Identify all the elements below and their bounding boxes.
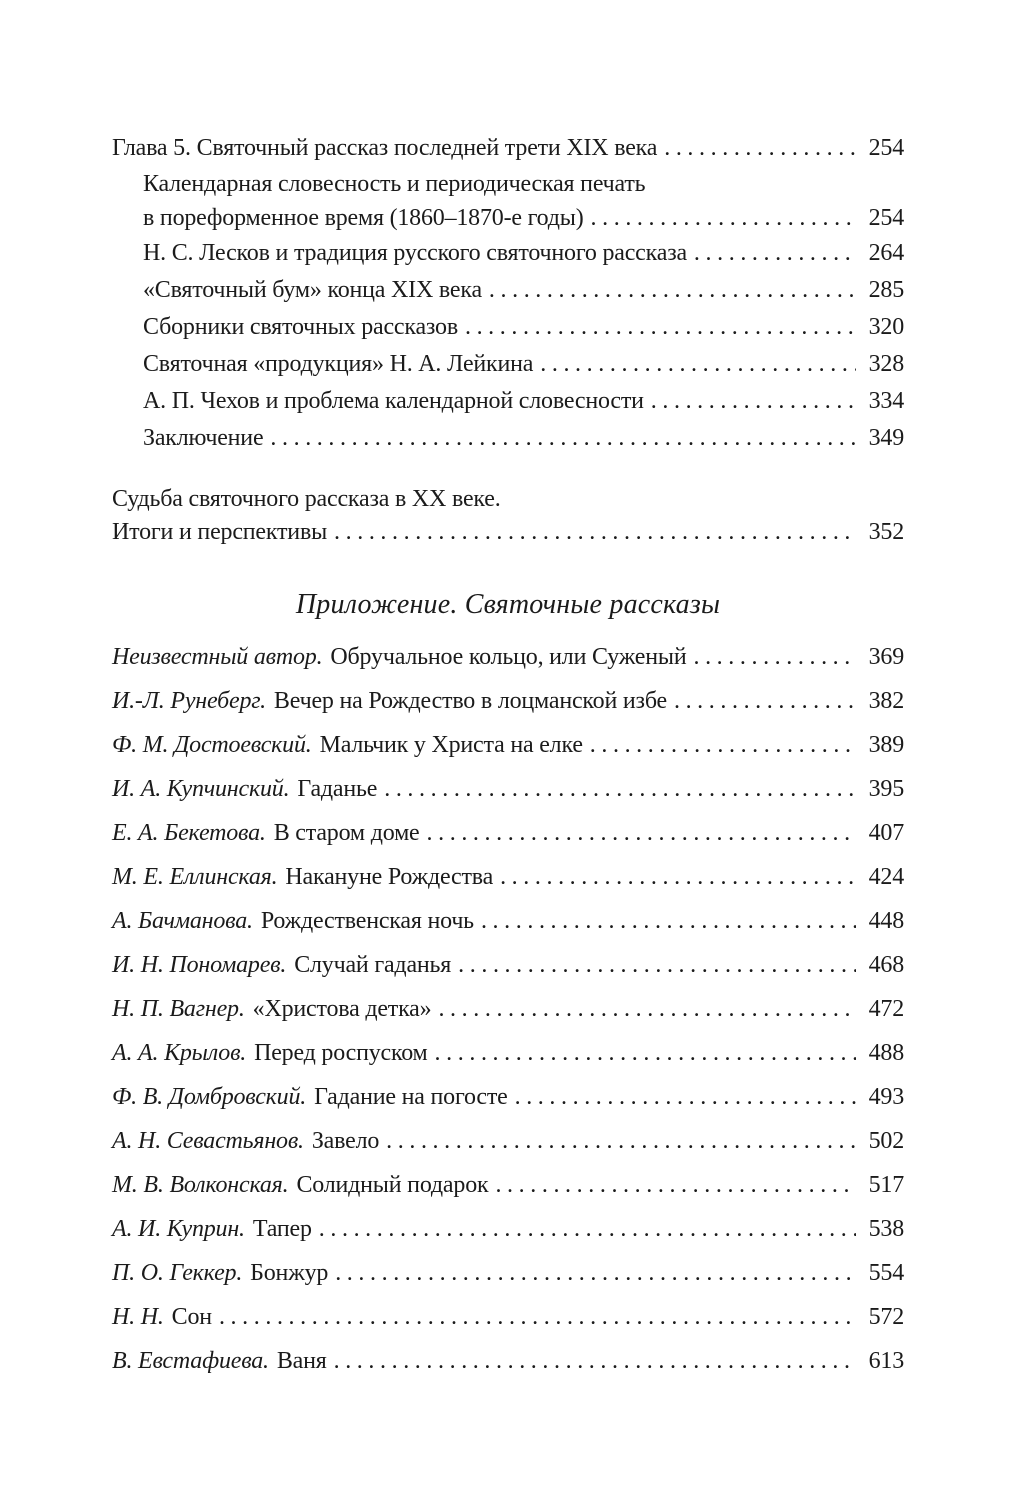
entry-title: «Христова детка» [252, 996, 432, 1022]
appendix-heading: Приложение. Святочные рассказы [295, 589, 721, 620]
chapter-title: Глава 5. Святочный рассказ последней трети XIX века [112, 135, 658, 161]
appendix-entry [112, 1251, 904, 1295]
dot-leader [500, 855, 856, 899]
appendix-entry [112, 635, 904, 679]
dot-leader [438, 987, 856, 1031]
epilogue-line1: Судьба святочного рассказа в XX веке. [112, 486, 501, 512]
dot-leader [495, 1163, 856, 1207]
entry-author: И.-Л. Рунеберг. [112, 688, 266, 714]
toc-subentry [112, 201, 904, 235]
appendix-entry [112, 767, 904, 811]
entry-author: Е. А. Бекетова. [112, 820, 266, 846]
page-number: 264 [868, 240, 904, 266]
entry-title: Вечер на Рождество в лоцманской избе [273, 688, 667, 714]
page-number: 517 [868, 1172, 904, 1198]
page-number: 407 [868, 820, 904, 846]
dot-leader [427, 811, 856, 855]
dot-leader [481, 899, 856, 943]
entry-author: А. Н. Севастьянов. [112, 1128, 304, 1154]
toc-subentry [112, 383, 904, 420]
entry-author: А. И. Куприн. [112, 1216, 245, 1242]
page-number: 554 [868, 1260, 904, 1286]
entry-author: А. А. Крылов. [112, 1040, 247, 1066]
dot-leader [664, 130, 856, 167]
appendix-entry [112, 1339, 904, 1383]
entry-title: Перед роспуском [254, 1040, 428, 1066]
page-number: 572 [868, 1304, 904, 1330]
dot-leader [590, 723, 856, 767]
page-number: 613 [868, 1348, 904, 1374]
entry-title: Обручальное кольцо, или Суженый [330, 644, 687, 670]
appendix-entry [112, 1075, 904, 1119]
entry-title: Гадание на погосте [314, 1084, 508, 1110]
toc-page [112, 0, 904, 1383]
dot-leader [334, 1339, 856, 1383]
page-number: 320 [868, 314, 904, 340]
appendix-entry [112, 1207, 904, 1251]
page-number: 488 [868, 1040, 904, 1066]
toc-subentry [112, 346, 904, 383]
appendix-entry [112, 943, 904, 987]
toc-subentry-title: Н. С. Лесков и традиция русского святочного рассказа [143, 240, 687, 266]
appendix-entry [112, 679, 904, 723]
page-number: 424 [868, 864, 904, 890]
appendix-entry [112, 1031, 904, 1075]
dot-leader [489, 272, 856, 309]
entry-author: В. Евстафиева. [112, 1348, 269, 1374]
entry-author: А. Бачманова. [112, 908, 253, 934]
page-number: 538 [868, 1216, 904, 1242]
dot-leader [693, 635, 856, 679]
epilogue-line2: Итоги и перспективы [112, 519, 328, 545]
entry-title: Накануне Рождества [285, 864, 494, 890]
entry-author: И. А. Купчинский. [112, 776, 290, 802]
toc-subentry-title: Заключение [143, 425, 264, 451]
toc-subentry-title: А. П. Чехов и проблема календарной словесности [143, 388, 644, 414]
entry-author: Ф. В. Домбровский. [112, 1084, 307, 1110]
dot-leader [674, 679, 856, 723]
epilogue-entry [112, 516, 904, 549]
toc-subentry [112, 235, 904, 272]
dot-leader [435, 1031, 856, 1075]
appendix-entry [112, 855, 904, 899]
page-number: 285 [868, 277, 904, 303]
appendix-entry [112, 723, 904, 767]
page-number: 502 [868, 1128, 904, 1154]
dot-leader [515, 1075, 856, 1119]
entry-title: Случай гаданья [294, 952, 452, 978]
page-number: 369 [868, 644, 904, 670]
entry-author: Н. Н. [112, 1304, 164, 1330]
toc-subentry-line1: Календарная словесность и периодическая печать [143, 171, 646, 197]
page-number: 448 [868, 908, 904, 934]
entry-author: Неизвестный автор. [112, 644, 323, 670]
dot-leader [458, 943, 856, 987]
page-number: 352 [868, 519, 904, 545]
page-number: 254 [868, 205, 904, 231]
dot-leader [334, 516, 856, 549]
dot-leader [319, 1207, 856, 1251]
entry-title: Ваня [276, 1348, 327, 1374]
dot-leader [386, 1119, 856, 1163]
dot-leader [651, 383, 856, 420]
dot-leader [465, 309, 856, 346]
toc-subentry [112, 420, 904, 457]
entry-title: Гаданье [297, 776, 378, 802]
dot-leader [270, 420, 856, 457]
entry-title: Сон [171, 1304, 212, 1330]
toc-subentry [112, 309, 904, 346]
entry-title: Завело [311, 1128, 380, 1154]
page-number: 389 [868, 732, 904, 758]
toc-subentry-line2: в пореформенное время (1860–1870-е годы) [143, 205, 584, 231]
appendix-entry [112, 1295, 904, 1339]
entry-title: Рождественская ночь [260, 908, 474, 934]
page-number: 254 [868, 135, 904, 161]
entry-author: П. О. Геккер. [112, 1260, 243, 1286]
entry-title: В старом доме [273, 820, 420, 846]
appendix-entry [112, 1163, 904, 1207]
page-number: 493 [868, 1084, 904, 1110]
dot-leader [335, 1251, 856, 1295]
entry-title: Мальчик у Христа на елке [319, 732, 583, 758]
chapter-5-block [112, 130, 904, 457]
entry-author: М. Е. Еллинская. [112, 864, 278, 890]
entry-author: М. В. Волконская. [112, 1172, 289, 1198]
entry-title: Солидный подарок [296, 1172, 489, 1198]
toc-subentry-title: «Святочный бум» конца XIX века [143, 277, 482, 303]
dot-leader [694, 235, 856, 272]
toc-chapter-row [112, 130, 904, 167]
entry-author: Н. П. Вагнер. [112, 996, 245, 1022]
toc-subentry [112, 272, 904, 309]
page-number: 382 [868, 688, 904, 714]
appendix-entry [112, 899, 904, 943]
entry-title: Бонжур [250, 1260, 329, 1286]
page-number: 472 [868, 996, 904, 1022]
appendix-entry [112, 811, 904, 855]
appendix-list [112, 635, 904, 1383]
dot-leader [591, 201, 856, 235]
toc-subentry-title: Сборники святочных рассказов [143, 314, 458, 340]
page-number: 334 [868, 388, 904, 414]
entry-title: Тапер [252, 1216, 312, 1242]
dot-leader [219, 1295, 856, 1339]
appendix-entry [112, 987, 904, 1031]
entry-author: И. Н. Пономарев. [112, 952, 287, 978]
page-number: 328 [868, 351, 904, 377]
page-number: 395 [868, 776, 904, 802]
toc-subentry-title: Святочная «продукция» Н. А. Лейкина [143, 351, 534, 377]
dot-leader [384, 767, 856, 811]
dot-leader [540, 346, 856, 383]
page-number: 349 [868, 425, 904, 451]
epilogue-block [112, 483, 904, 549]
appendix-entry [112, 1119, 904, 1163]
entry-author: Ф. М. Достоевский. [112, 732, 312, 758]
page-number: 468 [868, 952, 904, 978]
